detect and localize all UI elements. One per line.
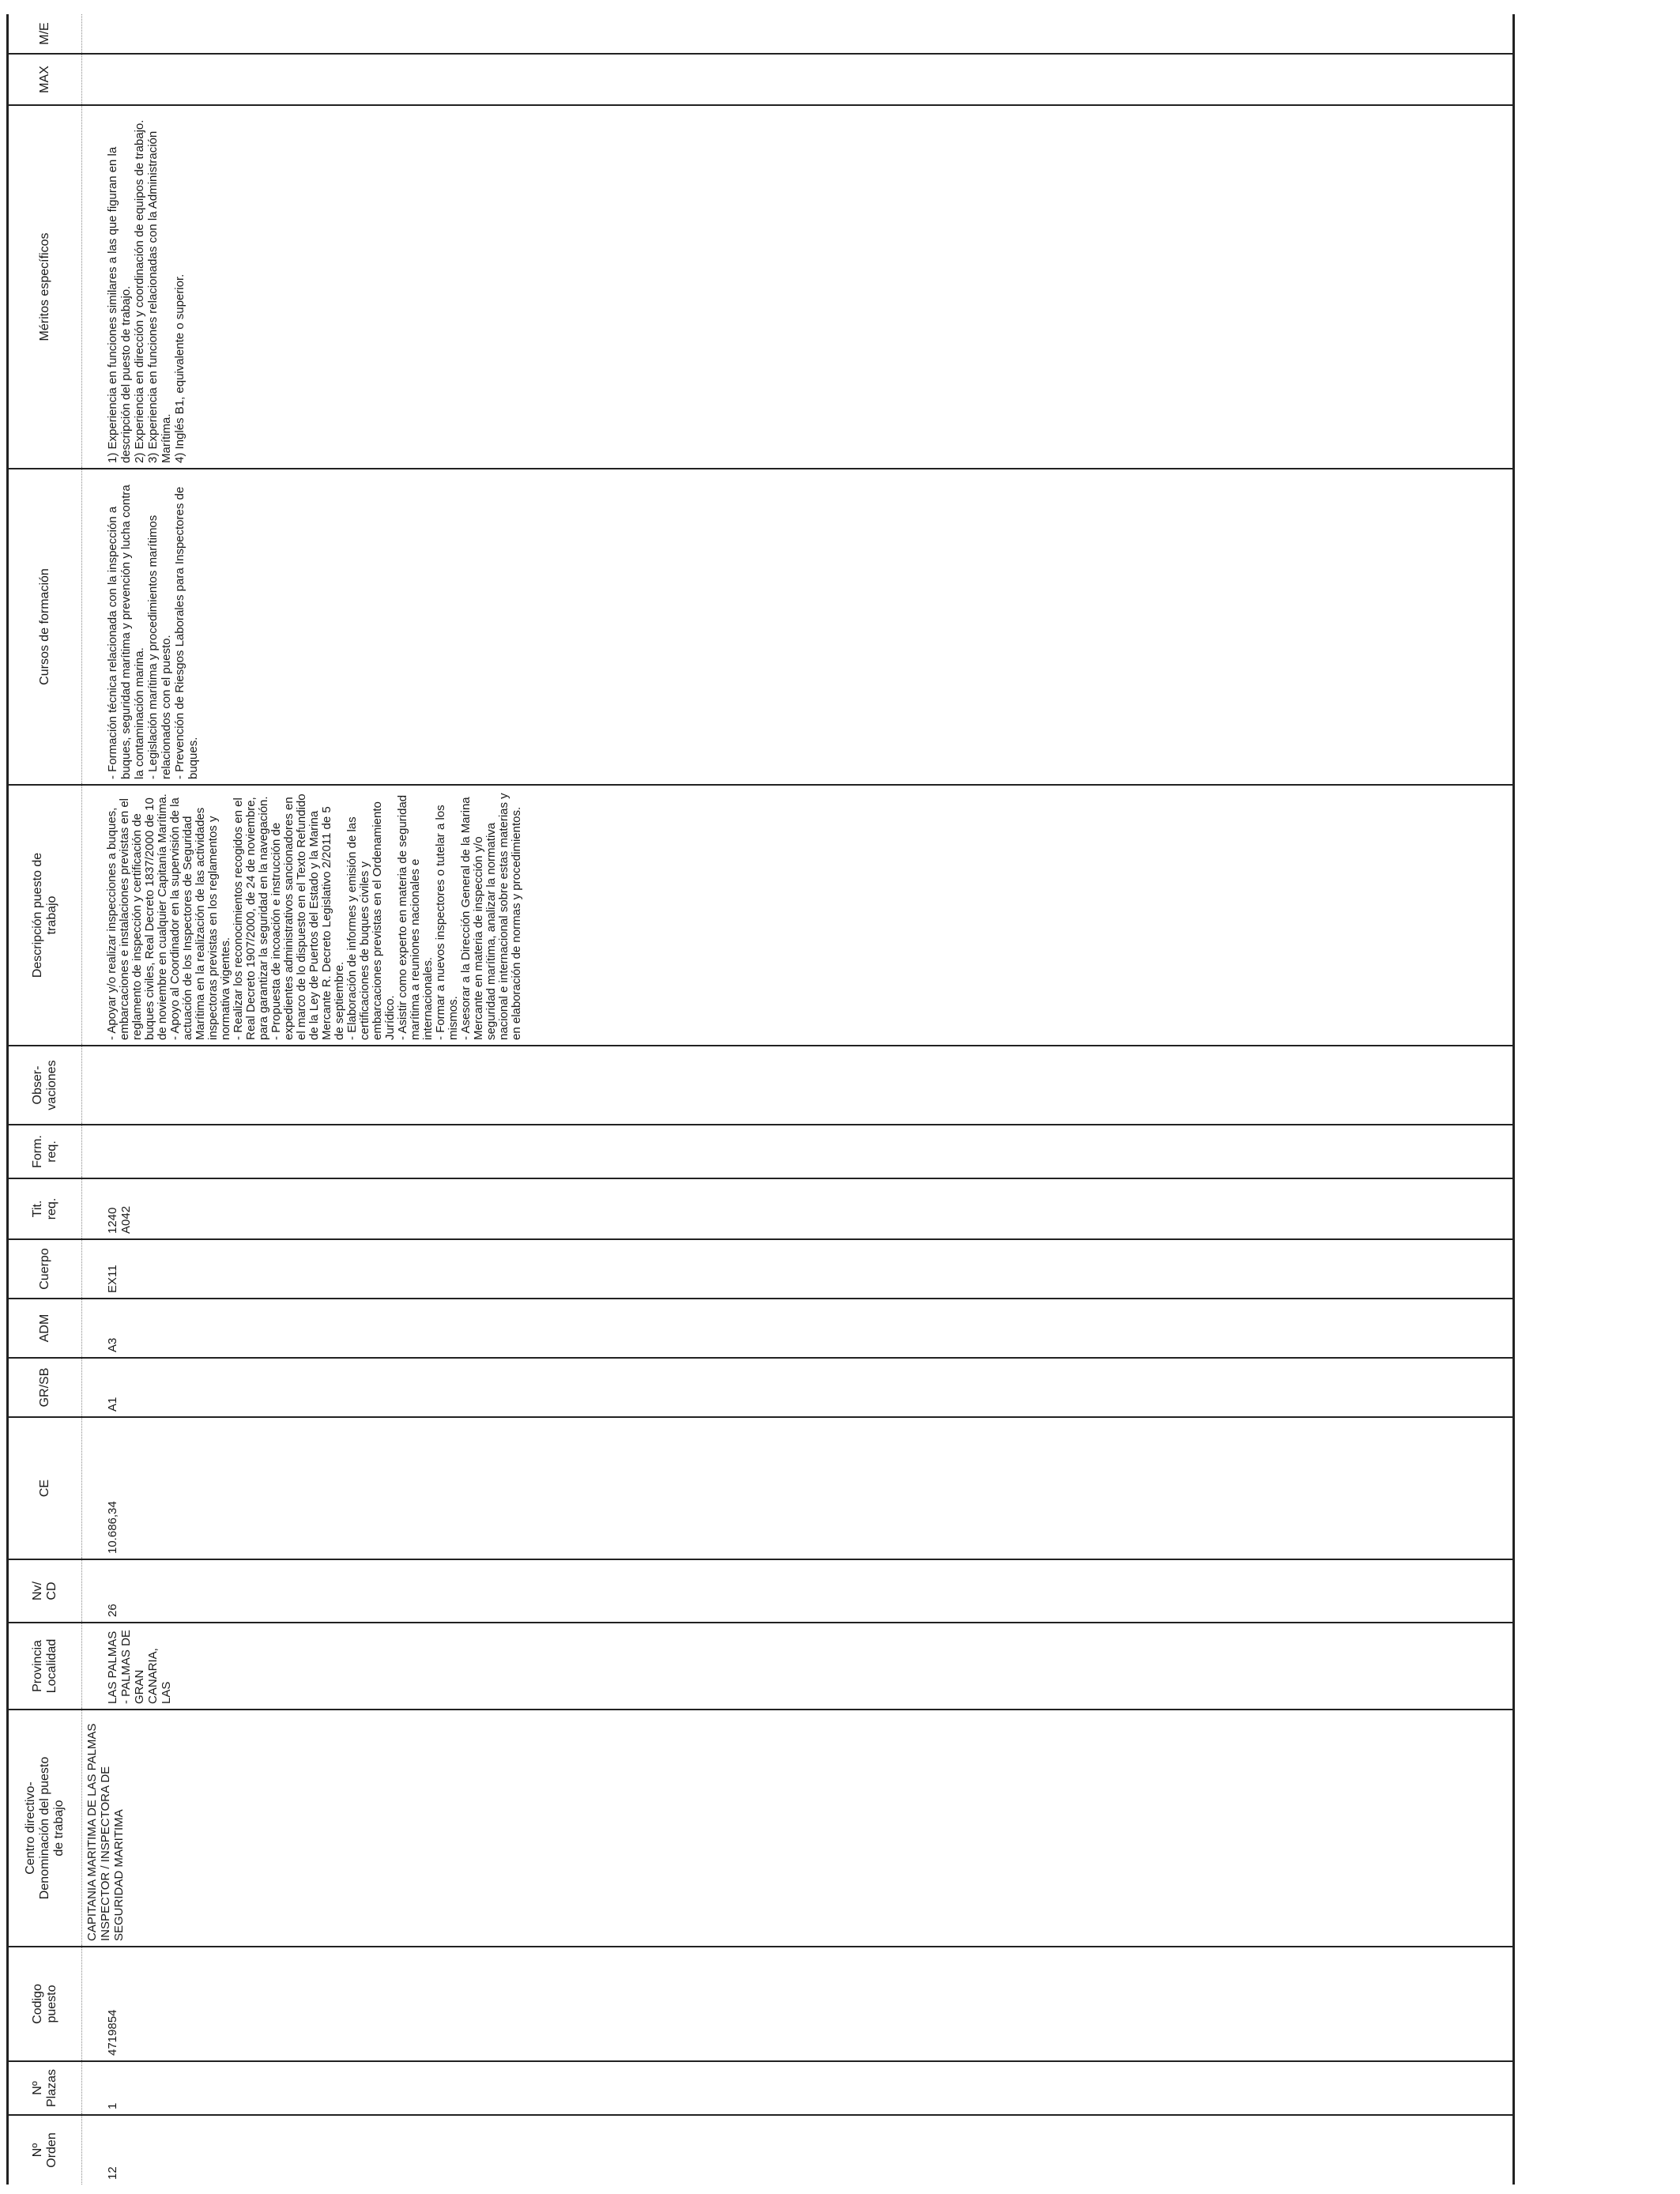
header-observaciones: Obser- vaciones <box>8 1046 82 1125</box>
header-descripcion: Descripción puesto de trabajo <box>8 785 82 1046</box>
header-ce: CE <box>8 1417 82 1559</box>
header-cursos: Cursos de formación <box>8 469 82 785</box>
cell-cursos: - Formación técnica relacionada con la inspección a buques, seguridad marítima y prevención y lucha contra la contaminación marina. - Legislación marítima y procedimientos marítimos relacionados con el puesto. - Prevención de Riesgos Laborales para Inspectores de buques. <box>82 469 1514 785</box>
cell-descripcion: - Apoyar y/o realizar inspecciones a buques, embarcaciones e instalaciones previstas en el reglamento de inspección y certificación de buques civiles, Real Decreto 1837/2000 de 10 de noviembre en cualquier Capitanía Marítima. - Apoyo al Coordinador en la supervisión de la actuación de los Inspectores de Seguridad Marítima en la realización de las actividades inspectoras previstas en los reglamentos y normativa vigentes. - Realizar los reconocimientos recogidos en el Real Decreto 1907/2000, de 24 de noviembre, para garantizar la seguridad en la navegación. - Propuesta de incoación e instrucción de expedientes administrativos sancionadores en el marco de lo dispuesto en el Texto Refundido de la Ley de Puertos del Estado y la Marina Mercante R. Decreto Legislativo 2/2011 de 5 de septiembre. - Elaboración de informes y emisión de las certificaciones de buques civiles y embarcaciones previstas en el Ordenamiento Jurídico. - Asistir como experto en materia de seguridad marítima a reuniones nacionales e internacionales. - Formar a nuevos inspectores o tutelar a los mismos. - Asesorar a la Dirección General de la Marina Mercante en materia de inspección y/o seguridad marítima, analizar la normativa nacional e internacional sobre estas materias y en elaboración de normas y procedimientos. <box>82 785 1514 1046</box>
cell-orden: 12 <box>106 2166 119 2180</box>
header-provincia: Provincia Localidad <box>8 1623 82 1710</box>
cell-adm: A3 <box>82 1299 1514 1358</box>
cell-plazas: 1 <box>82 2061 1514 2115</box>
header-nivel: Nv/ CD <box>8 1559 82 1623</box>
header-centro: Centro directivo- Denominación del puesto de trabajo <box>8 1710 82 1947</box>
header-formacion: Form. req. <box>8 1125 82 1178</box>
cell-observaciones <box>82 1046 1514 1125</box>
header-orden: Nº Orden <box>8 2115 82 2185</box>
header-adm: ADM <box>8 1299 82 1358</box>
cell-centro: CAPITANIA MARITIMA DE LAS PALMAS INSPECTOR / INSPECTORA DE SEGURIDAD MARITIMA <box>82 1710 1514 1947</box>
header-row <box>8 14 82 2185</box>
header-codigo: Codigo puesto <box>8 1947 82 2061</box>
cell-formacion <box>82 1125 1514 1178</box>
cell-nivel: 26 <box>82 1559 1514 1623</box>
header-plazas: Nº Plazas <box>8 2061 82 2115</box>
cell-titulacion: 1240 A042 <box>82 1178 1514 1239</box>
table-row <box>82 14 1514 2185</box>
cell-max <box>82 54 1514 105</box>
cell-me <box>82 14 1514 54</box>
cell-cuerpo: EX11 <box>82 1239 1514 1299</box>
header-meritos: Méritos específicos <box>8 105 82 469</box>
header-titulacion: Tit. req. <box>8 1178 82 1239</box>
header-me: M/E <box>8 14 82 54</box>
cell-meritos: 1) Experiencia en funciones similares a las que figuran en la descripción del puesto de trabajo. 2) Experiencia en dirección y coordinación de equipos de trabajo. 3) Experiencia en funciones relacionadas con la Administración Marítima. 4) Inglés B1, equivalente o superior. <box>82 105 1514 469</box>
cell-grupo: A1 <box>82 1358 1514 1417</box>
cell-provincia: LAS PALMAS - PALMAS DE GRAN CANARIA, LAS <box>82 1623 1514 1710</box>
cell-ce: 10.686,34 <box>82 1417 1514 1559</box>
header-grupo: GR/SB <box>8 1358 82 1417</box>
header-cuerpo: Cuerpo <box>8 1239 82 1299</box>
cell-codigo: 4719854 <box>82 1947 1514 2061</box>
job-positions-table <box>6 14 1515 2185</box>
header-max: MAX <box>8 54 82 105</box>
